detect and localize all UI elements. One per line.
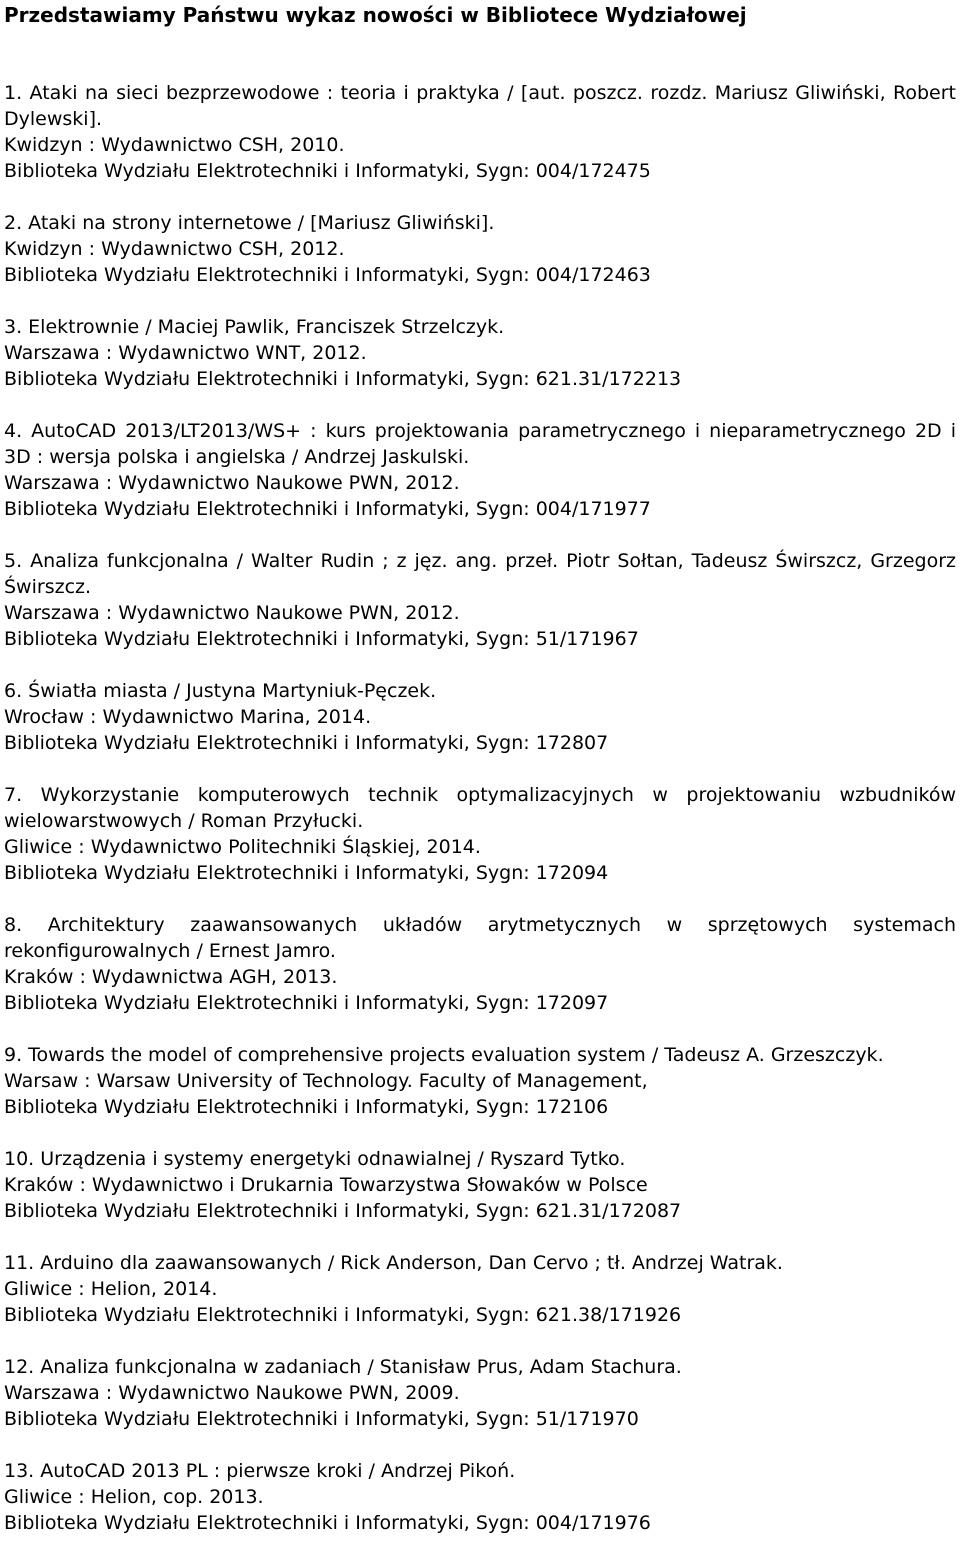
book-location: Biblioteka Wydziału Elektrotechniki i Informatyki, Sygn: 621.31/172213	[4, 368, 682, 390]
book-publisher: Kwidzyn : Wydawnictwo CSH, 2012.	[4, 238, 345, 260]
book-publisher: Kraków : Wydawnictwa AGH, 2013.	[4, 966, 338, 988]
book-title: 1. Ataki na sieci bezprzewodowe : teoria i praktyka / [aut. poszcz. rozdz. Mariusz Gliwiński, Robert Dylewski].	[4, 82, 956, 130]
book-title: 9. Towards the model of comprehensive projects evaluation system / Tadeusz A. Grzeszczyk.	[4, 1044, 884, 1066]
page-title: Przedstawiamy Państwu wykaz nowości w Bibliotece Wydziałowej	[4, 3, 747, 27]
book-location: Biblioteka Wydziału Elektrotechniki i Informatyki, Sygn: 004/171977	[4, 498, 651, 520]
book-publisher: Kraków : Wydawnictwo i Drukarnia Towarzystwa Słowaków w Polsce	[4, 1174, 648, 1196]
list-item	[4, 1250, 956, 1328]
book-publisher: Warszawa : Wydawnictwo WNT, 2012.	[4, 342, 367, 364]
book-location: Biblioteka Wydziału Elektrotechniki i Informatyki, Sygn: 621.38/171926	[4, 1304, 682, 1326]
list-item	[4, 210, 956, 288]
book-title: 13. AutoCAD 2013 PL : pierwsze kroki / Andrzej Pikoń.	[4, 1460, 516, 1482]
book-title: 4. AutoCAD 2013/LT2013/WS+ : kurs projektowania parametrycznego i nieparametrycznego 2D i 3D : wersja polska i angielska / Andrzej Jaskulski.	[4, 420, 956, 468]
book-publisher: Warszawa : Wydawnictwo Naukowe PWN, 2012.	[4, 472, 460, 494]
list-item	[4, 678, 956, 756]
book-location: Biblioteka Wydziału Elektrotechniki i Informatyki, Sygn: 004/172463	[4, 264, 651, 286]
book-title: 3. Elektrownie / Maciej Pawlik, Franciszek Strzelczyk.	[4, 316, 505, 338]
new-books-list	[4, 80, 956, 1536]
book-publisher: Warszawa : Wydawnictwo Naukowe PWN, 2012.	[4, 602, 460, 624]
list-item	[4, 548, 956, 652]
list-item	[4, 418, 956, 522]
book-location: Biblioteka Wydziału Elektrotechniki i Informatyki, Sygn: 172097	[4, 992, 609, 1014]
book-location: Biblioteka Wydziału Elektrotechniki i Informatyki, Sygn: 172106	[4, 1096, 609, 1118]
book-title: 7. Wykorzystanie komputerowych technik optymalizacyjnych w projektowaniu wzbudników wielowarstwowych / Roman Przyłucki.	[4, 784, 956, 832]
document-page	[4, 0, 956, 1536]
list-item	[4, 1042, 956, 1120]
list-item	[4, 314, 956, 392]
book-location: Biblioteka Wydziału Elektrotechniki i Informatyki, Sygn: 004/172475	[4, 160, 651, 182]
book-publisher: Gliwice : Helion, cop. 2013.	[4, 1486, 264, 1508]
list-item	[4, 80, 956, 184]
book-location: Biblioteka Wydziału Elektrotechniki i Informatyki, Sygn: 51/171967	[4, 628, 639, 650]
book-publisher: Kwidzyn : Wydawnictwo CSH, 2010.	[4, 134, 345, 156]
book-location: Biblioteka Wydziału Elektrotechniki i Informatyki, Sygn: 172807	[4, 732, 609, 754]
list-item	[4, 912, 956, 1016]
book-location: Biblioteka Wydziału Elektrotechniki i Informatyki, Sygn: 004/171976	[4, 1512, 651, 1534]
list-item	[4, 1146, 956, 1224]
book-publisher: Warszawa : Wydawnictwo Naukowe PWN, 2009.	[4, 1382, 460, 1404]
book-title: 12. Analiza funkcjonalna w zadaniach / Stanisław Prus, Adam Stachura.	[4, 1356, 682, 1378]
book-publisher: Gliwice : Wydawnictwo Politechniki Śląskiej, 2014.	[4, 836, 481, 858]
book-publisher: Gliwice : Helion, 2014.	[4, 1278, 218, 1300]
book-title: 10. Urządzenia i systemy energetyki odnawialnej / Ryszard Tytko.	[4, 1148, 626, 1170]
book-location: Biblioteka Wydziału Elektrotechniki i Informatyki, Sygn: 172094	[4, 862, 609, 884]
list-item	[4, 782, 956, 886]
list-item	[4, 1458, 956, 1536]
list-item	[4, 1354, 956, 1432]
book-title: 6. Światła miasta / Justyna Martyniuk-Pęczek.	[4, 680, 437, 702]
book-title: 5. Analiza funkcjonalna / Walter Rudin ; z jęz. ang. przeł. Piotr Sołtan, Tadeusz Świrszcz, Grzegorz Świrszcz.	[4, 550, 956, 598]
book-title: 8. Architektury zaawansowanych układów arytmetycznych w sprzętowych systemach rekonfigurowalnych / Ernest Jamro.	[4, 914, 956, 962]
book-publisher: Wrocław : Wydawnictwo Marina, 2014.	[4, 706, 372, 728]
book-title: 2. Ataki na strony internetowe / [Mariusz Gliwiński].	[4, 212, 495, 234]
book-location: Biblioteka Wydziału Elektrotechniki i Informatyki, Sygn: 621.31/172087	[4, 1200, 682, 1222]
book-location: Biblioteka Wydziału Elektrotechniki i Informatyki, Sygn: 51/171970	[4, 1408, 639, 1430]
book-title: 11. Arduino dla zaawansowanych / Rick Anderson, Dan Cervo ; tł. Andrzej Watrak.	[4, 1252, 783, 1274]
book-publisher: Warsaw : Warsaw University of Technology. Faculty of Management,	[4, 1070, 648, 1092]
